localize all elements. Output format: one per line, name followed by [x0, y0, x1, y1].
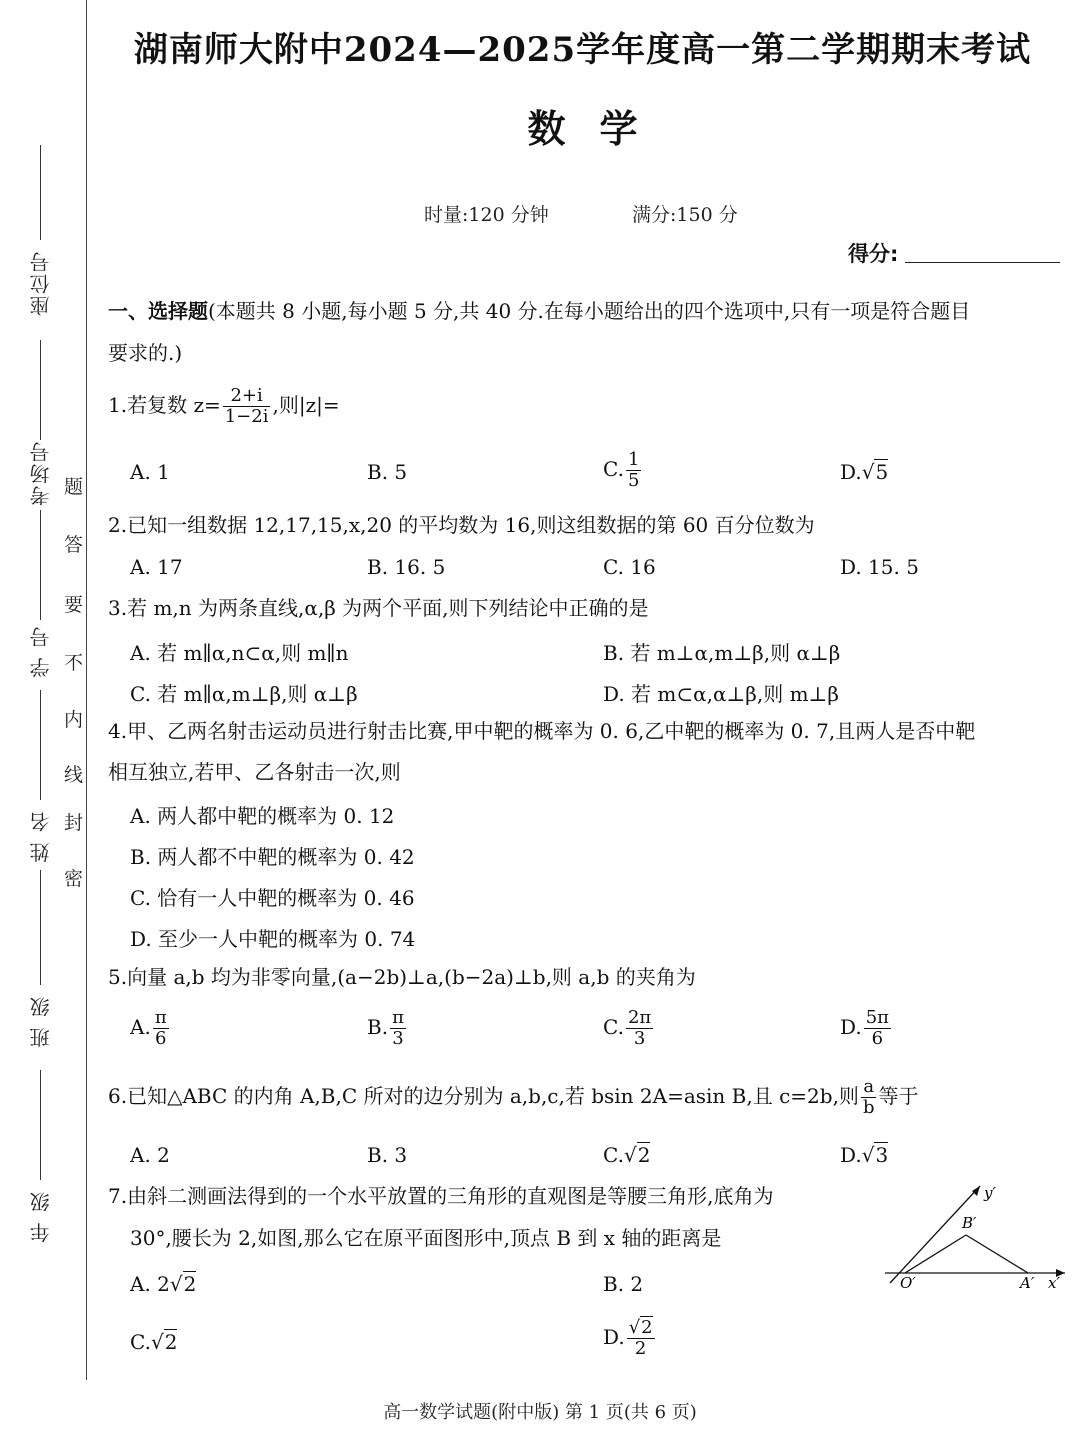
q6-stem-a: 6.已知△ABC 的内角 A,B,C 所对的边分别为 a,b,c,若 bsin 2A=asin B,且 c=2b,则: [108, 1084, 859, 1108]
q5-option-d[interactable]: [840, 1008, 893, 1049]
exam-room-blank-line: [40, 340, 41, 440]
seal-char: 密: [64, 868, 84, 890]
q6-option-b[interactable]: B. 3: [367, 1143, 408, 1167]
q6-option-c-root: 2: [637, 1143, 651, 1167]
time-limit: 时量:120 分钟: [424, 204, 549, 226]
q2-option-c[interactable]: C. 16: [603, 555, 656, 579]
section-heading: [108, 298, 970, 324]
q3-option-b[interactable]: B. 若 m⊥α,m⊥β,则 α⊥β: [603, 641, 841, 665]
q7-option-a-prefix: A. 2: [130, 1272, 170, 1296]
q5-option-b[interactable]: [367, 1008, 408, 1049]
q4-option-d[interactable]: D. 至少一人中靶的概率为 0. 74: [130, 927, 416, 951]
q5-option-d-fraction: [864, 1008, 891, 1049]
q3-option-d[interactable]: D. 若 m⊂α,α⊥β,则 m⊥β: [603, 682, 839, 706]
q5-option-c-den: 3: [633, 1028, 646, 1049]
q7-option-b[interactable]: B. 2: [603, 1272, 644, 1296]
question-3-stem: 3.若 m,n 为两条直线,α,β 为两个平面,则下列结论中正确的是: [108, 596, 649, 620]
label-a-prime: A′: [1020, 1274, 1035, 1290]
question-4-stem: 4.甲、乙两名射击运动员进行射击比赛,甲中靶的概率为 0. 6,乙中靶的概率为 0. 7,且两人是否中靶: [108, 719, 976, 743]
y-axis-arrow: [972, 1186, 980, 1196]
score-label: 得分:: [848, 242, 899, 266]
q7-option-c-root: 2: [164, 1330, 178, 1354]
q1-option-c-num: 1: [627, 449, 640, 470]
q6-stem-b: 等于: [878, 1084, 919, 1108]
q5-option-a[interactable]: [130, 1008, 171, 1049]
q4-option-c[interactable]: C. 恰有一人中靶的概率为 0. 46: [130, 886, 415, 910]
side-ob: [905, 1235, 966, 1273]
full-score: 满分:150 分: [632, 204, 738, 226]
q7-option-a-root: 2: [183, 1272, 197, 1296]
q6-option-c-prefix: C.: [603, 1143, 624, 1167]
grade-label: 年 级: [29, 1190, 53, 1243]
seal-char: 线: [64, 764, 84, 786]
label-y-prime: y′: [984, 1184, 996, 1202]
q7-option-c-prefix: C.: [130, 1330, 151, 1354]
score-blank[interactable]: [905, 262, 1060, 263]
section-description-cont: 要求的.): [108, 341, 183, 365]
page-footer: 高一数学试题(附中版) 第 1 页(共 6 页): [383, 1402, 697, 1423]
side-ba: [966, 1235, 1028, 1273]
q1-frac-den: 1−2i: [224, 406, 269, 427]
q5-option-d-num: 5π: [865, 1007, 889, 1028]
oblique-triangle-figure: [880, 1180, 1070, 1290]
q1-stem-b: ,则|z|=: [272, 393, 340, 417]
q5-option-a-prefix: A.: [130, 1015, 151, 1039]
q1-option-c-den: 5: [627, 470, 640, 491]
q7-option-d-prefix: D.: [603, 1325, 625, 1349]
q5-option-c[interactable]: [603, 1008, 655, 1049]
q1-option-c-prefix: C.: [603, 457, 624, 481]
class-blank-line: [40, 870, 41, 985]
seal-char: 题: [64, 476, 84, 498]
seat-blank-line: [40, 145, 41, 240]
q7-option-d-num-root: 2: [641, 1317, 653, 1338]
exam-title: 湖南师大附中2024—2025学年度高一第二学期期末考试: [133, 30, 1032, 70]
q4-option-b[interactable]: B. 两人都不中靶的概率为 0. 42: [130, 845, 415, 869]
seal-char: 不: [64, 652, 84, 674]
question-5-stem: 5.向量 a,b 均为非零向量,(a−2b)⊥a,(b−2a)⊥b,则 a,b 的夹角为: [108, 965, 696, 989]
student-no-label: 学 号: [29, 625, 53, 678]
section-title: 一、选择题: [108, 299, 208, 323]
seal-char: 要: [64, 594, 84, 616]
q7-option-d-den: 2: [634, 1338, 647, 1359]
q1-option-d-root: 5: [875, 460, 889, 484]
q5-option-d-prefix: D.: [840, 1015, 862, 1039]
section-description: (本题共 8 小题,每小题 5 分,共 40 分.在每小题给出的四个选项中,只有一项是符合题目: [208, 299, 971, 323]
class-label: 班 级: [29, 995, 53, 1048]
q7-option-d[interactable]: [603, 1318, 657, 1359]
q5-option-b-prefix: B.: [367, 1015, 389, 1039]
exam-room-label: 考场号: [29, 440, 53, 506]
name-label: 姓 名: [29, 810, 53, 863]
label-b-prime: B′: [962, 1214, 977, 1232]
question-1-stem: [108, 385, 340, 427]
q5-option-a-num: π: [154, 1007, 167, 1028]
q3-option-a[interactable]: A. 若 m∥α,n⊂α,则 m∥n: [130, 641, 349, 665]
q7-option-d-num: √2: [628, 1317, 653, 1338]
q7-option-c[interactable]: C.√2: [130, 1330, 178, 1354]
q1-option-b[interactable]: B. 5: [367, 460, 408, 484]
q6-option-d-prefix: D.: [840, 1143, 862, 1167]
q6-frac-num: a: [861, 1077, 877, 1098]
question-2-stem: 2.已知一组数据 12,17,15,x,20 的平均数为 16,则这组数据的第 60 百分位数为: [108, 513, 815, 537]
label-o-prime: O′: [900, 1274, 916, 1290]
q6-fraction: [861, 1077, 877, 1118]
seal-char: 内: [64, 709, 84, 731]
q5-option-a-den: 6: [155, 1028, 167, 1049]
binding-margin-line: [86, 0, 87, 1380]
q1-frac-num: 2+i: [223, 386, 271, 407]
q6-option-a[interactable]: A. 2: [130, 1143, 170, 1167]
q1-stem-a: 1.若复数 z=: [108, 393, 221, 417]
q2-option-a[interactable]: A. 17: [130, 555, 183, 579]
q5-option-a-fraction: [153, 1008, 169, 1049]
q5-option-b-num: π: [392, 1007, 404, 1028]
question-7-stem-cont: 30°,腰长为 2,如图,那么它在原平面图形中,顶点 B 到 x 轴的距离是: [130, 1226, 722, 1250]
question-7-stem: 7.由斜二测画法得到的一个水平放置的三角形的直观图是等腰三角形,底角为: [108, 1184, 774, 1208]
seal-char: 封: [64, 812, 84, 834]
q7-option-a[interactable]: A. 2√2: [130, 1272, 197, 1296]
q6-option-d[interactable]: D.√3: [840, 1143, 889, 1167]
q6-frac-den: b: [862, 1097, 875, 1118]
q1-option-d[interactable]: D.√5: [840, 460, 889, 484]
student-no-blank-line: [40, 510, 41, 620]
q3-option-c[interactable]: C. 若 m∥α,m⊥β,则 α⊥β: [130, 682, 358, 706]
q5-option-d-den: 6: [871, 1028, 884, 1049]
q6-option-c[interactable]: C.√2: [603, 1143, 651, 1167]
q7-option-d-fraction: [627, 1318, 655, 1359]
question-6-stem: [108, 1076, 918, 1118]
label-x-prime: x′: [1048, 1274, 1060, 1290]
q1-option-a[interactable]: A. 1: [130, 460, 170, 484]
seal-char: 答: [64, 534, 84, 556]
q1-option-c[interactable]: [603, 450, 643, 491]
question-4-stem-cont: 相互独立,若甲、乙各射击一次,则: [108, 760, 401, 784]
subject-title: 数学: [527, 106, 672, 151]
q1-option-c-fraction: [626, 450, 641, 491]
q1-fraction: [223, 386, 271, 427]
q2-option-b[interactable]: B. 16. 5: [367, 555, 446, 579]
q1-option-d-prefix: D.: [840, 460, 862, 484]
q5-option-c-prefix: C.: [603, 1015, 624, 1039]
y-prime-axis: [890, 1186, 980, 1283]
q5-option-c-fraction: [626, 1008, 653, 1049]
q5-option-b-den: 3: [392, 1028, 404, 1049]
q4-option-a[interactable]: A. 两人都中靶的概率为 0. 12: [130, 804, 395, 828]
grade-blank-line: [40, 1070, 41, 1180]
q5-option-c-num: 2π: [627, 1007, 652, 1028]
seat-label: 座位号: [29, 250, 53, 316]
name-blank-line: [40, 690, 41, 800]
q5-option-b-fraction: [390, 1008, 406, 1049]
q2-option-d[interactable]: D. 15. 5: [840, 555, 919, 579]
q6-option-d-root: 3: [875, 1143, 889, 1167]
